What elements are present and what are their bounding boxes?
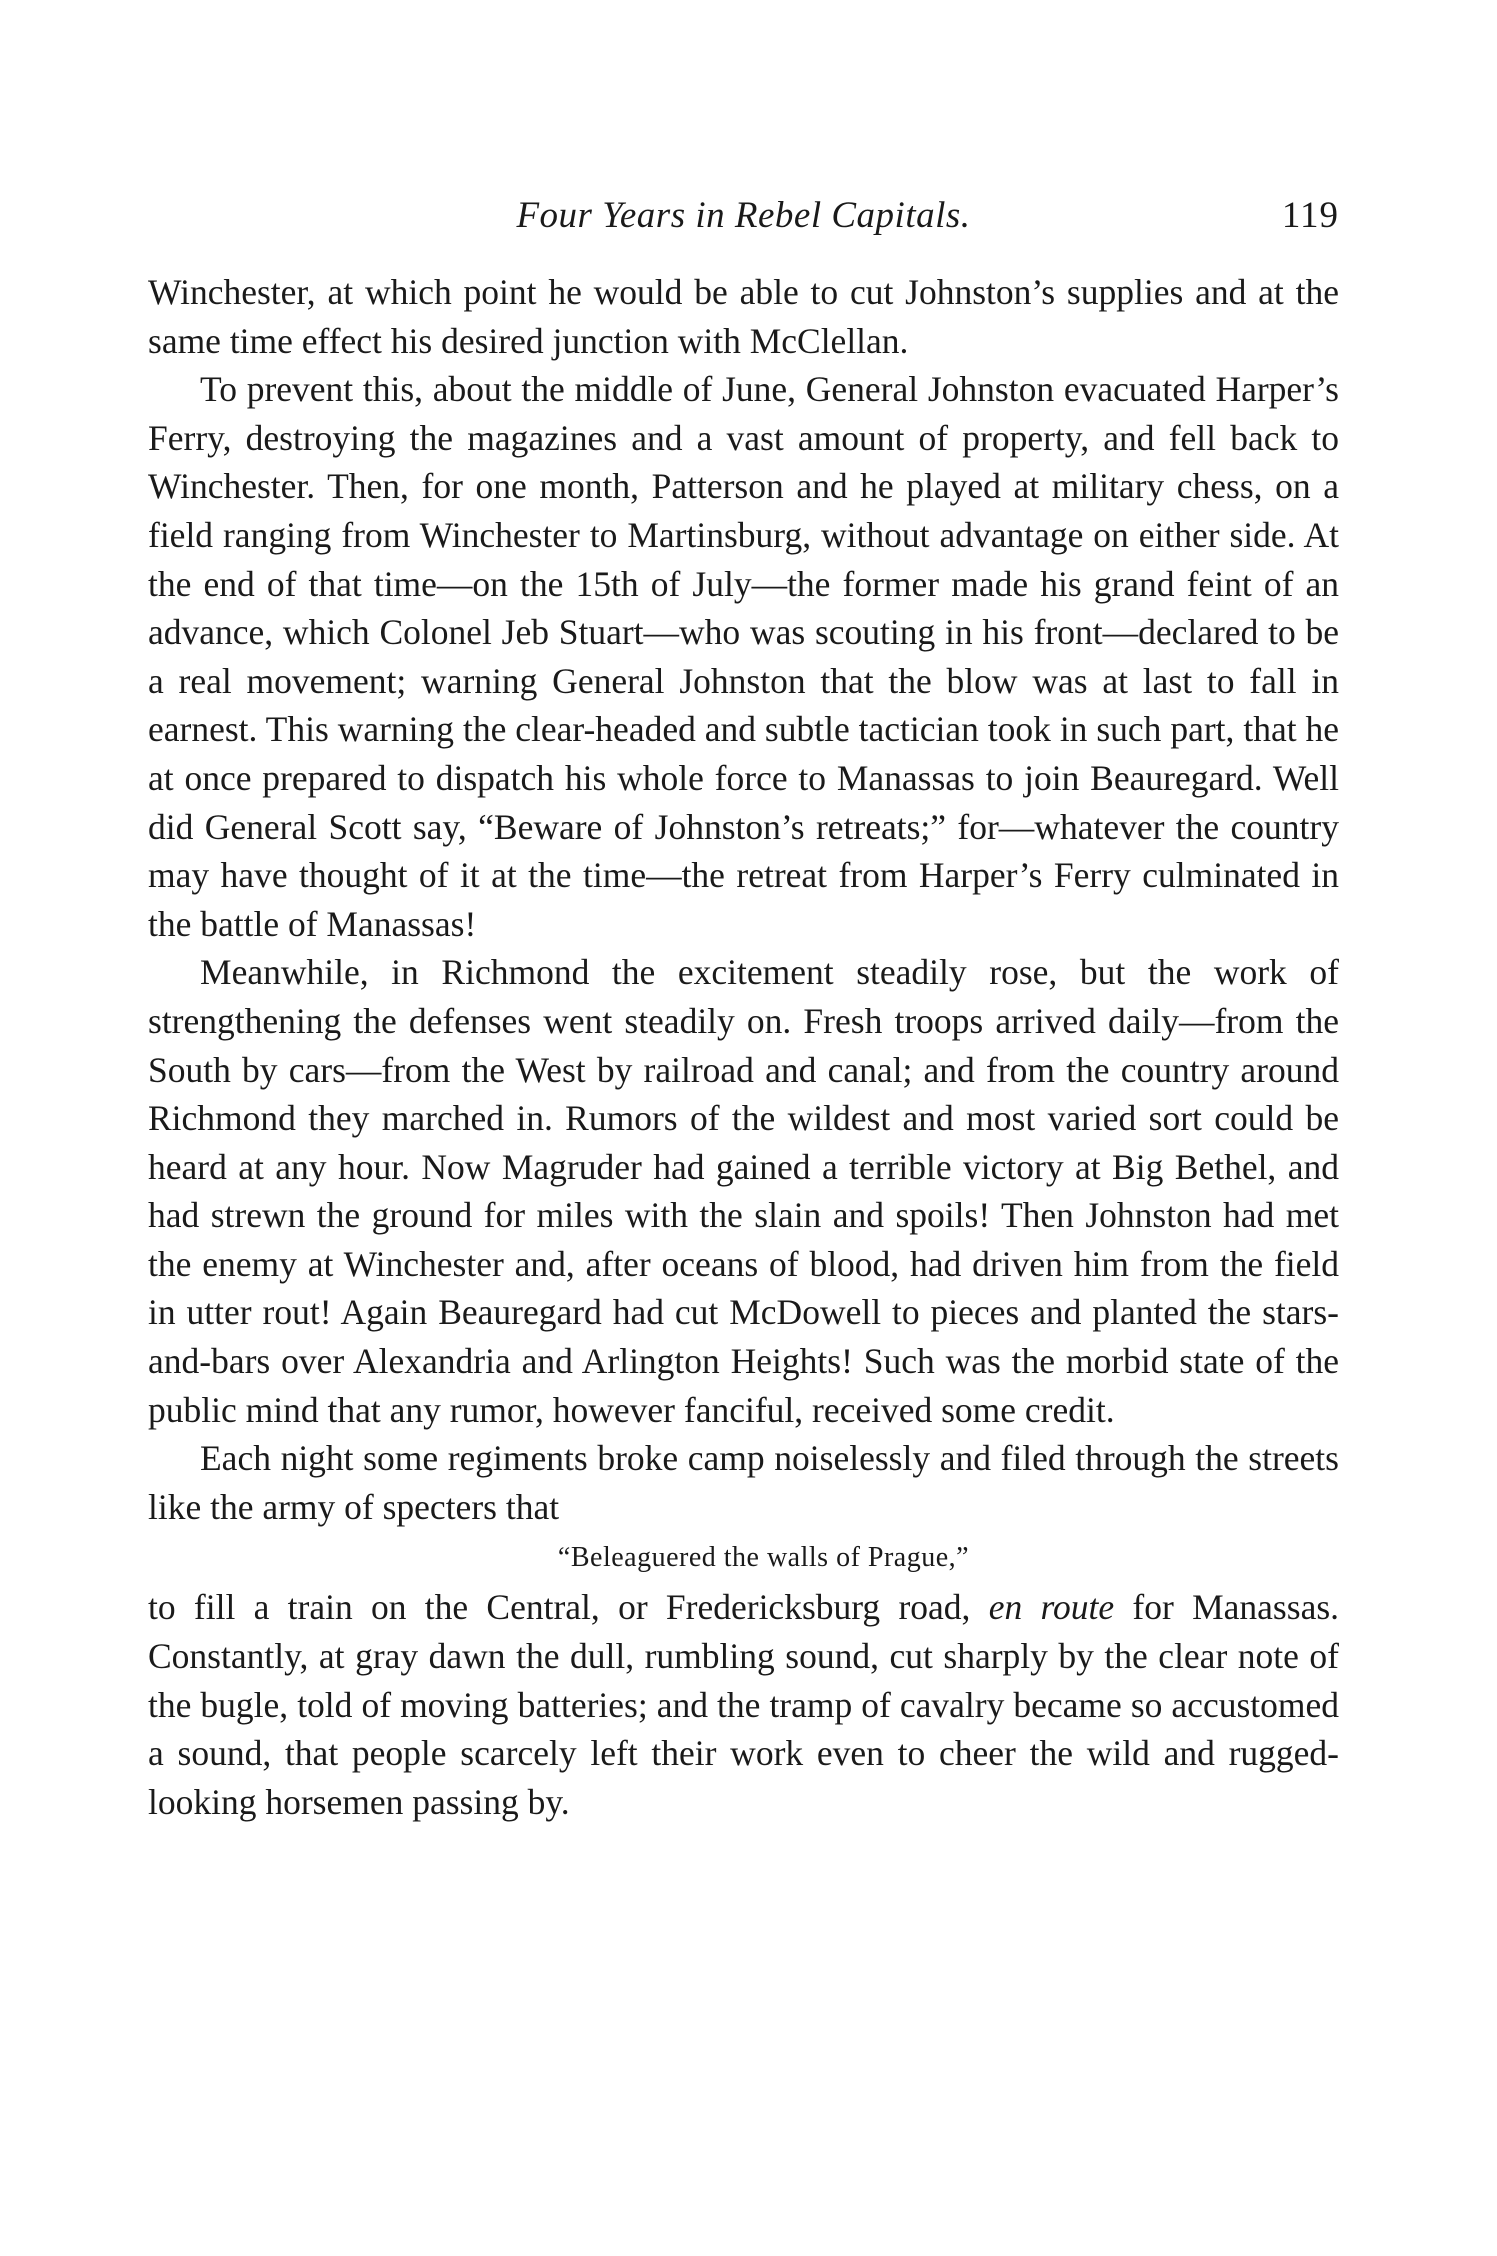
paragraph-3: Meanwhile, in Richmond the excitement steadily rose, but the work of strengthening the defenses went steadily on. Fresh troops arrived daily—from the South by cars—from the West by railroad and canal; and from the country around Richmond they marched in. Rumors of the wildest and most varied sort could be heard at any hour. Now Magruder had gained a terrible victory at Big Bethel, and had strewn the ground for miles with the slain and spoils! Then Johnston had met the enemy at Winchester and, after oceans of blood, had driven him from the field in utter rout! Again Beauregard had cut McDowell to pieces and planted the stars-and-bars over Alexandria and Arlington Heights! Such was the morbid state of the public mind that any rumor, however fanciful, received some credit. <box>148 952 1339 1430</box>
page-header <box>148 186 1339 246</box>
paragraph-1: Winchester, at which point he would be able to cut Johnston’s supplies and at the same time effect his desired junction with McClellan. <box>148 272 1339 361</box>
paragraph-5-part-1: to fill a train on the Central, or Fredericksburg road, <box>148 1587 989 1628</box>
paragraph-5-part-2: for Manassas. Constantly, at gray dawn the dull, rumbling sound, cut sharply by the clear note of the bugle, told of moving batteries; and the tramp of cavalry became so accustomed a sound, that people scarcely left their work even to cheer the wild and rugged-looking horsemen passing by. <box>148 1587 1340 1822</box>
verse-quote: “Beleaguered the walls of Prague,” <box>557 1542 970 1574</box>
body-text <box>148 268 1339 1826</box>
paragraph-5 <box>148 1583 1339 1826</box>
page-number: 119 <box>1281 195 1339 236</box>
italic-phrase: en route <box>988 1587 1115 1628</box>
paragraph-4: Each night some regiments broke camp noiselessly and filed through the streets like the army of specters that <box>148 1438 1339 1527</box>
paragraph-2: To prevent this, about the middle of June, General Johnston evacuated Harper’s Ferry, destroying the magazines and a vast amount of property, and fell back to Winchester. Then, for one month, Patterson and he played at military chess, on a field ranging from Winchester to Martinsburg, without advantage on either side. At the end of that time—on the 15th of July—the former made his grand feint of an advance, which Colonel Jeb Stuart—who was scouting in his front—declared to be a real movement; warning General Johnston that the blow was at last to fall in earnest. This warning the clear-headed and subtle tactician took in such part, that he at once prepared to dispatch his whole force to Manassas to join Beauregard. Well did General Scott say, “Beware of Johnston’s retreats;” for—whatever the country may have thought of it at the time—the retreat from Harper’s Ferry culminated in the battle of Manassas! <box>148 369 1339 944</box>
running-title: Four Years in Rebel Capitals. <box>516 195 971 236</box>
